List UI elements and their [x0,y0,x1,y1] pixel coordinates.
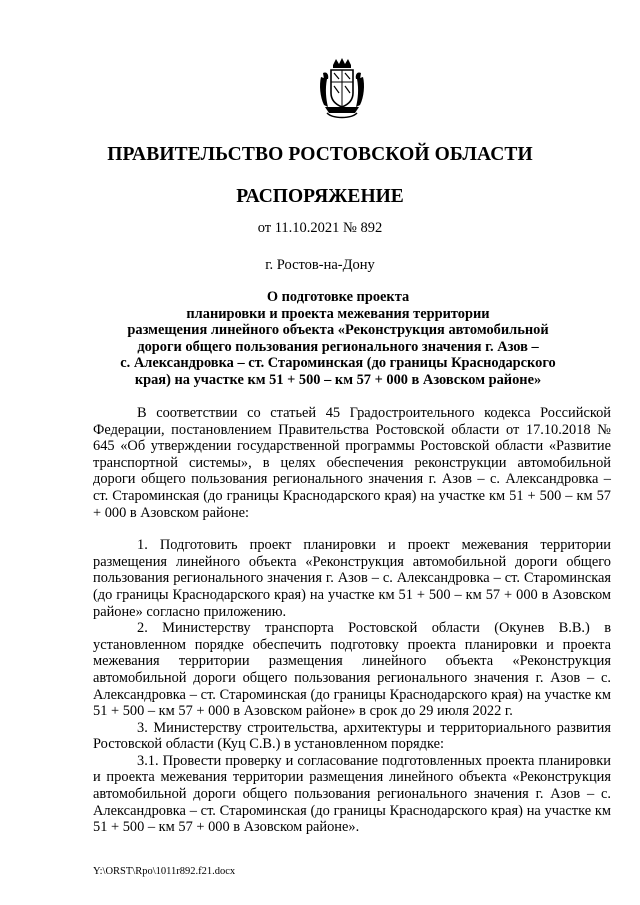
title-line: края) на участке км 51 + 500 – км 57 + 000 в Азовском районе» [134,371,542,388]
file-path-footer: Y:\ORST\Rpo\1011r892.f21.docx [93,866,236,877]
title-line: с. Александровка – ст. Староминская (до границы Краснодарского [120,355,556,372]
document-body [93,405,611,836]
document-title [88,289,588,389]
item-paragraph-3: 3. Министерству строительства, архитектуры и территориального развития Ростовской области (Куц С.В.) в установленном порядке: [93,719,611,753]
government-name: ПРАВИТЕЛЬСТВО РОСТОВСКОЙ ОБЛАСТИ [107,144,533,165]
document-city: г. Ростов-на-Дону [265,257,375,273]
document-date-number: от 11.10.2021 № 892 [257,220,383,236]
item-paragraph-2: 2. Министерству транспорта Ростовской области (Окунев В.В.) в установленном порядке обеспечить подготовку проекта планировки и проекта межевания территории размещения линейного объекта «Реконструкция автомобильной дороги общего пользования регионального значения г. Азов – с. Александровка – ст. Староминская (до границы Краснодарского края) на участке км 51 + 500 – км 57 + 000 в Азовском районе» в срок до 29 июля 2022 г. [93,620,611,720]
item-paragraph-3-1: 3.1. Провести проверку и согласование подготовленных проекта планировки и проекта межевания территории размещения линейного объекта «Реконструкция автомобильной дороги общего пользования регионального значения г. Азов – с. Александровка – ст. Староминская (до границы Краснодарского края) на участке км 51 + 500 – км 57 + 000 в Азовском районе». [93,752,611,836]
title-line: О подготовке проекта [266,289,410,305]
coat-of-arms-icon [317,55,367,121]
title-line: дороги общего пользования регионального значения г. Азов – [137,338,539,355]
document-type: РАСПОРЯЖЕНИЕ [236,186,404,207]
preamble-paragraph: В соответствии со статьей 45 Градостроительного кодекса Российской Федерации, постановлением Правительства Ростовской области от 17.10.2018 № 645 «Об утверждении государственной программы Ростовской области «Развитие транспортной системы», в целях обеспечения реконструкции автомобильной дороги общего пользования регионального значения г. Азов – с. Александровка – ст. Староминская (до границы Краснодарского края) на участке км 51 + 500 – км 57 + 000 в Азовском районе: [93,405,611,521]
item-paragraph-1: 1. Подготовить проект планировки и проект межевания территории размещения линейного объекта «Реконструкция автомобильной дороги общего пользования регионального значения г. Азов – с. Александровка – ст. Староминская (до границы Краснодарского края) на участке км 51 + 500 – км 57 + 000 в Азовском районе» согласно приложению. [93,537,611,620]
title-line: планировки и проекта межевания территории [186,305,490,322]
title-line: размещения линейного объекта «Реконструкция автомобильной [127,322,549,339]
